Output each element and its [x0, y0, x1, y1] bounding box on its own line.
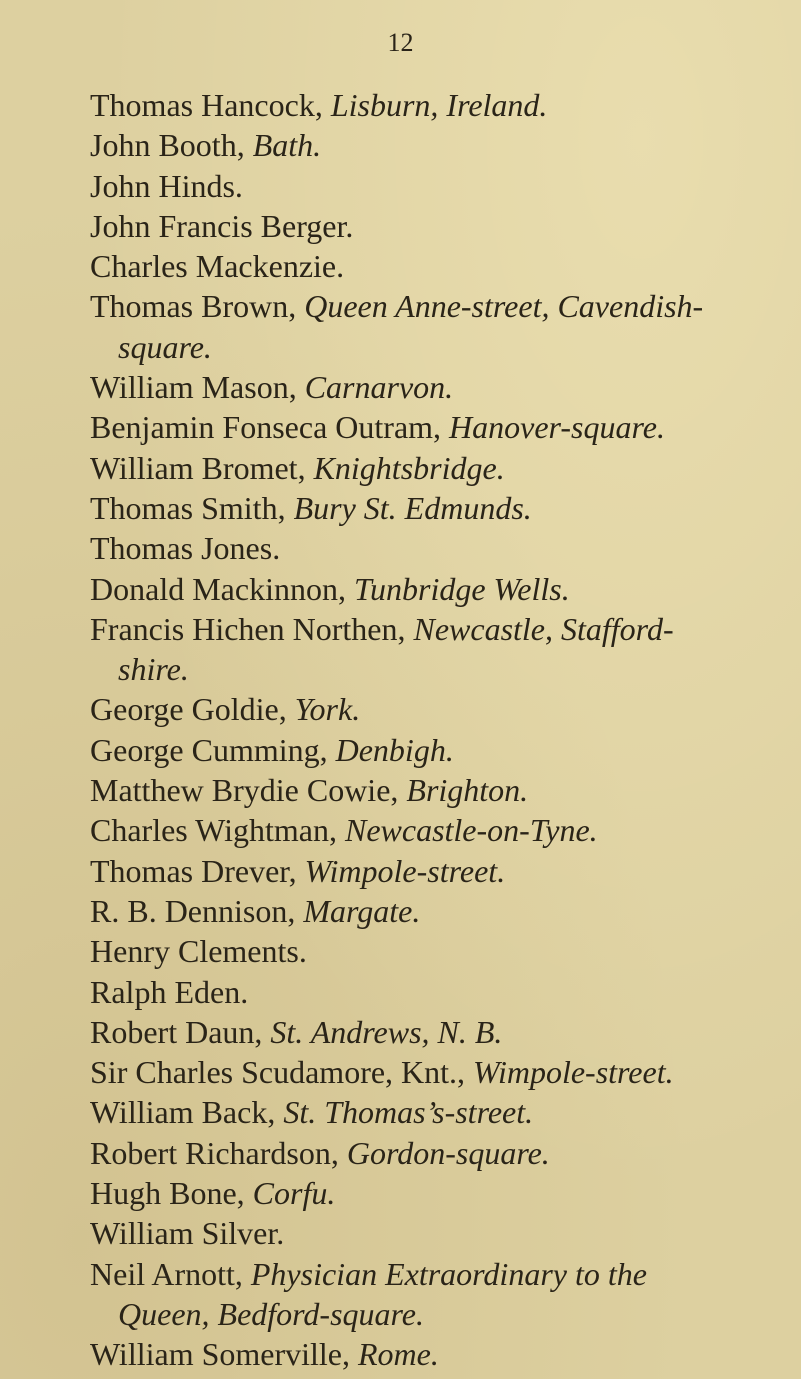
entry-name: R. B. Dennison,	[90, 892, 304, 929]
entry-place: Gordon-square.	[346, 1134, 550, 1171]
list-item	[90, 569, 770, 609]
entry-place: Queen Anne-street, Cavendish-	[304, 288, 704, 325]
list-item	[90, 1173, 770, 1213]
entry-name: William Somerville,	[90, 1336, 358, 1373]
list-item	[90, 810, 770, 850]
entry-name: John Hinds.	[90, 167, 243, 204]
entry-place: Carnarvon.	[304, 369, 454, 406]
entry-place: Hanover-square.	[449, 409, 665, 446]
list-item	[90, 1334, 770, 1374]
list-item	[90, 407, 770, 447]
entry-place-continuation: shire.	[118, 651, 189, 688]
list-item	[90, 528, 770, 568]
entry-place: Physician Extraordinary to the	[250, 1255, 647, 1292]
entry-place: St. Andrews, N. B.	[270, 1013, 503, 1050]
entry-name: Francis Hichen Northen,	[90, 610, 414, 647]
entry-name: Donald Mackinnon,	[90, 570, 354, 607]
entry-place: Corfu.	[252, 1175, 336, 1212]
entry-name: Sir Charles Scudamore, Knt.,	[90, 1054, 474, 1091]
entry-place-continuation: square.	[118, 328, 212, 365]
list-item	[90, 1052, 770, 1092]
list-item	[90, 488, 770, 528]
list-item	[90, 730, 770, 770]
entry-name: Neil Arnott,	[90, 1255, 251, 1292]
entry-name: George Cumming,	[90, 731, 336, 768]
list-item	[90, 125, 770, 165]
list-item	[90, 931, 770, 971]
entry-place: Newcastle, Stafford-	[413, 610, 674, 647]
entry-place: Wimpole-street.	[304, 852, 506, 889]
entry-name: Matthew Brydie Cowie,	[90, 772, 407, 809]
page-number: 12	[387, 28, 414, 57]
list-item	[90, 246, 770, 286]
list-item	[90, 166, 770, 206]
entry-name: Thomas Brown,	[90, 288, 305, 325]
list-item	[90, 206, 770, 246]
entry-place: York.	[294, 691, 361, 728]
list-item	[90, 770, 770, 810]
entry-name: Benjamin Fonseca Outram,	[90, 409, 450, 446]
list-item	[90, 891, 770, 931]
entry-name: Thomas Smith,	[90, 489, 294, 526]
entry-place: Newcastle-on-Tyne.	[344, 812, 598, 849]
entry-name: Hugh Bone,	[90, 1175, 253, 1212]
entry-list	[90, 85, 770, 1375]
list-item	[90, 972, 770, 1012]
entry-place: Wimpole-street.	[473, 1054, 674, 1091]
entry-place: Rome.	[358, 1336, 439, 1373]
list-item	[90, 367, 770, 407]
entry-place: Lisburn, Ireland.	[330, 87, 548, 123]
list-item	[90, 1092, 770, 1132]
list-item	[90, 85, 770, 125]
entry-name: Charles Wightman,	[90, 812, 345, 849]
entry-name: Thomas Jones.	[90, 530, 281, 567]
entry-name: William Bromet,	[90, 449, 314, 486]
entry-name: John Booth,	[90, 127, 253, 164]
list-item	[90, 689, 770, 729]
entry-place: Denbigh.	[335, 731, 454, 768]
list-item	[90, 286, 770, 367]
list-item	[90, 1133, 770, 1173]
entry-place: Brighton.	[406, 772, 529, 809]
entry-name: Ralph Eden.	[90, 973, 249, 1010]
entry-name: Robert Daun,	[90, 1013, 271, 1050]
entry-name: Charles Mackenzie.	[90, 248, 345, 285]
entry-name: William Back,	[90, 1094, 284, 1131]
entry-place: Knightsbridge.	[313, 449, 505, 486]
entry-place: Tunbridge Wells.	[353, 570, 570, 607]
entry-place: St. Thomas’s-street.	[283, 1094, 534, 1131]
list-item	[90, 1213, 770, 1253]
list-item	[90, 851, 770, 891]
entry-name: Henry Clements.	[90, 933, 307, 970]
entry-place: Bath.	[252, 127, 322, 164]
entry-place: Margate.	[303, 892, 421, 929]
entry-place-continuation: Queen, Bedford-square.	[118, 1295, 424, 1332]
entry-name: George Goldie,	[90, 691, 295, 728]
entry-name: Thomas Hancock,	[90, 87, 331, 123]
list-item	[90, 448, 770, 488]
entry-name: William Mason,	[90, 369, 305, 406]
entry-place: Bury St. Edmunds.	[293, 489, 532, 526]
list-item	[90, 1254, 770, 1335]
list-item	[90, 1012, 770, 1052]
entry-name: William Silver.	[90, 1215, 285, 1252]
entry-name: John Francis Berger.	[90, 207, 354, 244]
entry-name: Thomas Drever,	[90, 852, 305, 889]
list-item	[90, 609, 770, 690]
entry-name: Robert Richardson,	[90, 1134, 347, 1171]
